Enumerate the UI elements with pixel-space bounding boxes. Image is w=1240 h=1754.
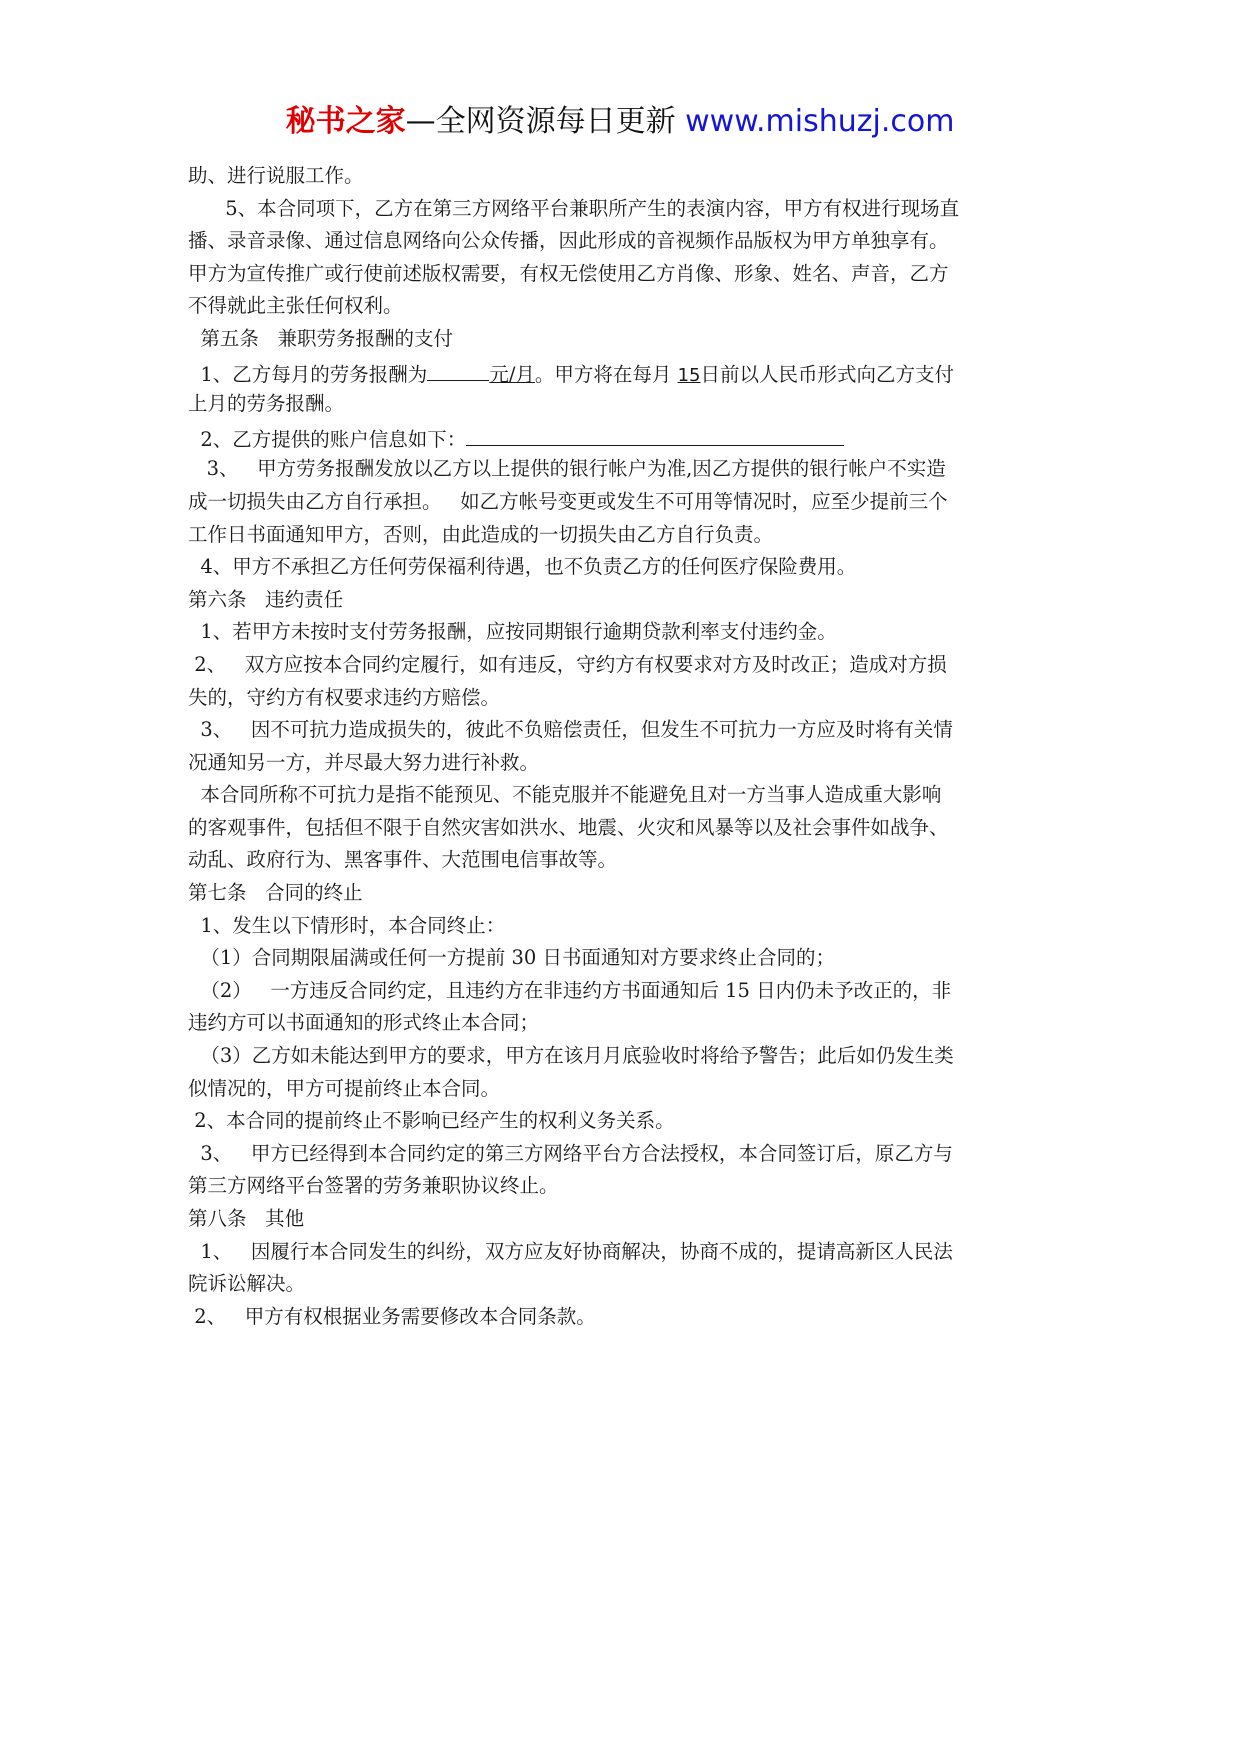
text-line: 4、甲方不承担乙方任何劳保福利待遇，也不负责乙方的任何医疗保险费用。 bbox=[188, 555, 857, 579]
text-line: 助、进行说服工作。 bbox=[188, 164, 364, 187]
section-heading: 第五条 兼职劳务报酬的支付 bbox=[188, 326, 453, 350]
section-heading: 第八条 其他 bbox=[188, 1207, 305, 1230]
section-heading: 第七条 合同的终止 bbox=[188, 881, 363, 905]
payment-day: 15 bbox=[677, 364, 701, 386]
text-line: 2、 双方应按本合同约定履行，如有违反，守约方有权要求对方及时改正；造成对方损 bbox=[188, 652, 947, 676]
text-line: 第三方网络平台签署的劳务兼职协议终止。 bbox=[188, 1174, 559, 1198]
account-info-line bbox=[188, 421, 1054, 454]
header-site-link[interactable]: www.mishuzj.com bbox=[685, 104, 955, 139]
text-line: 院诉讼解决。 bbox=[188, 1272, 306, 1296]
header-tagline: —全网资源每日更新 bbox=[405, 104, 686, 139]
payment-unit: 元/月 bbox=[489, 362, 535, 386]
text-line: 不得就此主张任何权利。 bbox=[188, 294, 403, 318]
account-label: 2、乙方提供的账户信息如下： bbox=[188, 427, 467, 451]
text-line: 本合同所称不可抗力是指不能预见、不能克服并不能避免且对一方当事人造成重大影响 bbox=[188, 783, 942, 807]
payment-middle: 。甲方将在每月 bbox=[534, 362, 678, 386]
text-line: 1、发生以下情形时，本合同终止： bbox=[188, 913, 506, 937]
contract-body bbox=[188, 160, 1054, 1333]
header-brand: 秘书之家 bbox=[285, 104, 406, 139]
text-line: 况通知另一方，并尽最大努力进行补救。 bbox=[188, 750, 540, 774]
text-line: 工作日书面通知甲方，否则，由此造成的一切损失由乙方自行负责。 bbox=[188, 522, 774, 546]
text-line: 甲方为宣传推广或行使前述版权需要，有权无偿使用乙方肖像、形象、姓名、声音，乙方 bbox=[188, 261, 949, 285]
text-line: 3、 甲方劳务报酬发放以乙方以上提供的银行帐户为准,因乙方提供的银行帐户不实造 bbox=[188, 457, 946, 481]
text-line: 3、 因不可抗力造成损失的，彼此不负赔偿责任，但发生不可抗力一方应及时将有关情 bbox=[188, 718, 953, 742]
text-line: 2、本合同的提前终止不影响已经产生的权利义务关系。 bbox=[188, 1109, 675, 1133]
text-line: 动乱、政府行为、黑客事件、大范围电信事故等。 bbox=[188, 848, 618, 872]
text-line: 3、 甲方已经得到本合同约定的第三方网络平台方合法授权，本合同签订后，原乙方与 bbox=[188, 1141, 953, 1165]
text-line: 上月的劳务报酬。 bbox=[188, 392, 345, 416]
text-line: （2） 一方违反合同约定，且违约方在非违约方书面通知后 15 日内仍未予改正的，非 bbox=[188, 978, 952, 1002]
payment-prefix: 1、乙方每月的劳务报酬为 bbox=[188, 362, 428, 386]
account-info-blank bbox=[466, 421, 844, 446]
payment-amount-blank bbox=[427, 356, 489, 381]
text-line: 违约方可以书面通知的形式终止本合同； bbox=[188, 1011, 540, 1035]
text-line: 5、本合同项下，乙方在第三方网络平台兼职所产生的表演内容，甲方有权进行现场直 bbox=[188, 196, 960, 220]
text-line: 1、若甲方未按时支付劳务报酬，应按同期银行逾期贷款利率支付违约金。 bbox=[188, 620, 837, 644]
text-line: 失的，守约方有权要求违约方赔偿。 bbox=[188, 685, 501, 709]
text-line: 的客观事件，包括但不限于自然灾害如洪水、地震、火灾和风暴等以及社会事件如战争、 bbox=[188, 815, 949, 839]
section-heading: 第六条 违约责任 bbox=[188, 587, 344, 611]
page-header bbox=[0, 100, 1240, 144]
text-line: 1、 因履行本合同发生的纠纷，双方应友好协商解决，协商不成的，提请高新区人民法 bbox=[188, 1239, 953, 1263]
payment-suffix: 日前以人民币形式向乙方支付 bbox=[700, 362, 955, 386]
text-line: 2、 甲方有权根据业务需要修改本合同条款。 bbox=[188, 1304, 596, 1328]
payment-amount-line bbox=[188, 356, 1054, 389]
text-line: 播、录音录像、通过信息网络向公众传播，因此形成的音视频作品版权为甲方单独享有。 bbox=[188, 229, 949, 253]
text-line: （3）乙方如未能达到甲方的要求，甲方在该月月底验收时将给予警告；此后如仍发生类 bbox=[188, 1044, 954, 1068]
text-line: 成一切损失由乙方自行承担。 如乙方帐号变更或发生不可用等情况时，应至少提前三个 bbox=[188, 489, 948, 513]
text-line: 似情况的，甲方可提前终止本合同。 bbox=[188, 1076, 501, 1100]
text-line: （1）合同期限届满或任何一方提前 30 日书面通知对方要求终止合同的； bbox=[188, 946, 836, 970]
